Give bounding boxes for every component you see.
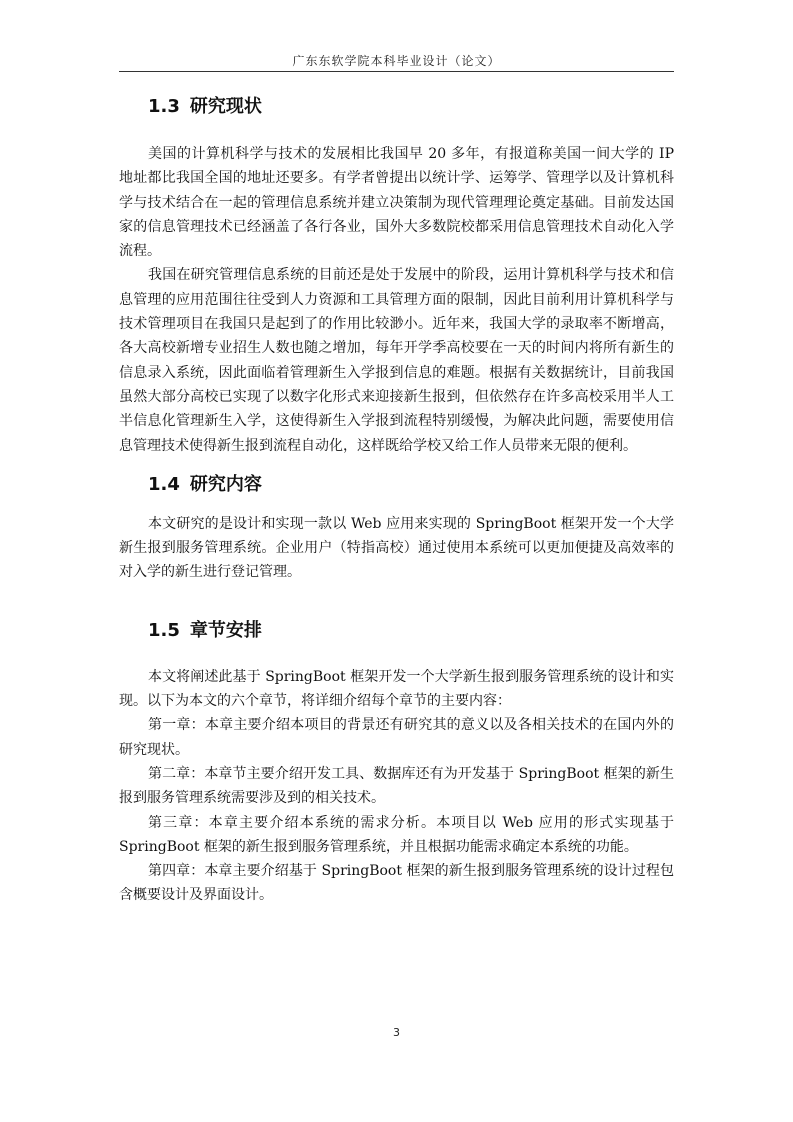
section-number: 1.3	[148, 96, 180, 117]
paragraph: 第四章：本章主要介绍基于 SpringBoot 框架的新生报到服务管理系统的设计过程包含概要设计及界面设计。	[119, 863, 674, 904]
section-heading-1-5	[119, 616, 674, 646]
paragraph: 本文研究的是设计和实现一款以 Web 应用来实现的 SpringBoot 框架开发一个大学新生报到服务管理系统。企业用户（特指高校）通过使用本系统可以更加便捷及高效率的对入学的新生进行登记管理。	[119, 515, 674, 581]
section-title: 研究现状	[189, 96, 262, 117]
page-number: 3	[393, 1026, 400, 1039]
paragraph: 第一章：本章主要介绍本项目的背景还有研究其的意义以及各相关技术的在国内外的研究现状。	[119, 717, 674, 758]
section-number: 1.5	[148, 619, 180, 641]
section-number: 1.4	[148, 473, 180, 495]
section-title: 研究内容	[189, 473, 262, 495]
paragraph: 我国在研究管理信息系统的目前还是处于发展中的阶段，运用计算机科学与技术和信息管理的应用范围往往受到人力资源和工具管理方面的限制，因此目前利用计算机科学与技术管理项目在我国只是起到了的作用比较渺小。近年来，我国大学的录取率不断增高，各大高校新增专业招生人数也随之增加，每年开学季高校要在一天的时间内将所有新生的信息录入系统，因此面临着管理新生入学报到信息的难题。根据有关数据统计，目前我国虽然大部分高校已实现了以数字化形式来迎接新生报到，但依然存在许多高校采用半人工半信息化管理新生入学，这使得新生入学报到流程特别缓慢，为解决此问题，需要使用信息管理技术使得新生报到流程自动化，这样既给学校又给工作人员带来无限的便利。	[119, 267, 674, 454]
header-rule	[119, 71, 674, 72]
paragraph: 第二章：本章节主要介绍开发工具、数据库还有为开发基于 SpringBoot 框架的新生报到服务管理系统需要涉及到的相关技术。	[119, 765, 674, 807]
page-body	[119, 92, 674, 908]
paragraph: 美国的计算机科学与技术的发展相比我国早 20 多年，有报道称美国一间大学的 IP 地址都比我国全国的地址还要多。有学者曾提出以统计学、运筹学、管理学以及计算机科学与技术结合在一起的管理信息系统并建立决策制为现代管理理论奠定基础。目前发达国家的信息管理技术已经涵盖了各行各业，国外大多数院校都采用信息管理技术自动化入学流程。	[119, 146, 674, 260]
paragraph: 第三章：本章主要介绍本系统的需求分析。本项目以 Web 应用的形式实现基于 SpringBoot 框架的新生报到服务管理系统，并且根据功能需求确定本系统的功能。	[119, 814, 674, 855]
section-title: 章节安排	[189, 619, 262, 641]
running-header: 广东东软学院本科毕业设计（论文）	[292, 54, 501, 68]
paragraph: 本文将阐述此基于 SpringBoot 框架开发一个大学新生报到服务管理系统的设计和实现。以下为本文的六个章节，将详细介绍每个章节的主要内容：	[119, 668, 674, 710]
section-heading-1-3	[119, 92, 674, 122]
section-heading-1-4	[119, 470, 674, 500]
